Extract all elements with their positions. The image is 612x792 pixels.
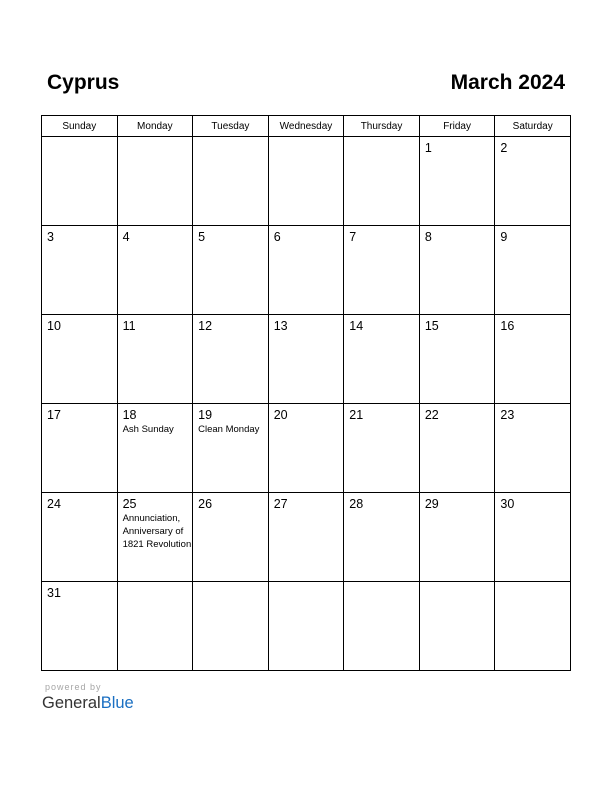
day-number: 6 [273,230,281,244]
day-cell [344,582,420,671]
day-number: 23 [500,408,515,422]
day-cell [419,137,495,226]
day-number: 12 [198,319,213,333]
day-number: 7 [349,230,357,244]
week-row [42,493,571,582]
day-number: 24 [47,497,61,511]
day-number: 30 [500,497,515,511]
day-number: 22 [424,408,439,422]
day-cell [117,404,193,493]
day-cell [344,493,420,582]
day-number: 10 [47,319,61,333]
holiday-label: Annunciation, Anniversary of 1821 Revolution [122,513,192,550]
day-cell [42,137,118,226]
week-row [42,404,571,493]
day-number: 11 [122,319,136,333]
week-row [42,226,571,315]
day-cell [419,582,495,671]
day-number: 13 [273,319,288,333]
day-number: 29 [424,497,439,511]
day-cell [419,493,495,582]
day-cell [42,582,118,671]
day-number: 4 [122,230,130,244]
weekday-tuesday: Tuesday [193,116,269,137]
day-cell [344,315,420,404]
day-number: 8 [424,230,432,244]
day-number: 21 [349,408,364,422]
day-number: 16 [500,319,515,333]
day-cell [117,226,193,315]
day-cell [117,137,193,226]
day-cell [117,582,193,671]
day-cell [117,315,193,404]
day-number: 19 [198,408,213,422]
day-cell [42,315,118,404]
generalblue-logo[interactable] [42,694,134,713]
day-number: 25 [122,497,137,511]
week-row [42,137,571,226]
brand-blue: Blue [100,694,134,712]
day-cell [268,404,344,493]
day-cell [193,315,269,404]
holiday-label: Ash Sunday [122,424,174,435]
day-number: 31 [47,586,61,600]
day-number: 15 [424,319,439,333]
day-cell [419,226,495,315]
day-cell [419,404,495,493]
day-cell [344,226,420,315]
day-cell [193,582,269,671]
weekday-sunday: Sunday [42,116,118,137]
day-cell [268,493,344,582]
powered-by-label: powered by [45,682,102,692]
day-cell [344,404,420,493]
day-number: 17 [47,408,61,422]
day-number: 27 [273,497,288,511]
brand-general: General [42,694,101,712]
day-number: 2 [500,141,508,155]
day-cell [42,226,118,315]
weekday-thursday: Thursday [344,116,420,137]
day-cell [495,493,571,582]
day-number: 1 [424,141,432,155]
weekday-wednesday: Wednesday [268,116,344,137]
holiday-label: Clean Monday [198,424,260,435]
day-cell [193,404,269,493]
day-cell [268,315,344,404]
country-title: Cyprus [47,71,120,94]
day-cell [268,582,344,671]
day-cell [495,137,571,226]
weekday-header-row [42,116,571,137]
day-cell [193,226,269,315]
day-cell [193,137,269,226]
weekday-friday: Friday [419,116,495,137]
day-cell [495,315,571,404]
week-row [42,315,571,404]
day-cell [42,404,118,493]
day-number: 9 [500,230,508,244]
day-number: 5 [198,230,206,244]
day-cell [495,582,571,671]
day-cell [117,493,193,582]
day-number: 26 [198,497,213,511]
calendar-grid [41,115,571,671]
day-cell [268,226,344,315]
day-number: 28 [349,497,364,511]
day-cell [344,137,420,226]
month-title: March 2024 [450,71,565,94]
day-number: 20 [273,408,288,422]
week-row [42,582,571,671]
day-number: 18 [122,408,137,422]
weekday-saturday: Saturday [495,116,571,137]
day-cell [495,226,571,315]
day-cell [268,137,344,226]
day-cell [495,404,571,493]
day-number: 3 [47,230,54,244]
day-cell [419,315,495,404]
day-number: 14 [349,319,364,333]
weekday-monday: Monday [117,116,193,137]
day-cell [193,493,269,582]
day-cell [42,493,118,582]
